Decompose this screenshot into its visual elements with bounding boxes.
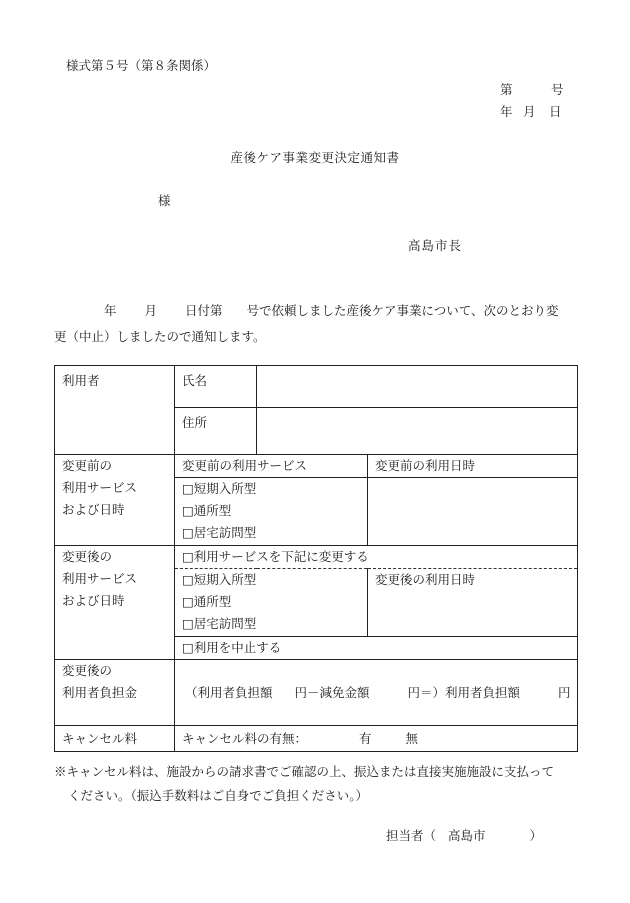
- user-label: 利用者: [62, 373, 100, 388]
- date-month: 月: [523, 104, 536, 119]
- body-year: 年: [104, 303, 117, 318]
- issuer: 高島市長: [408, 238, 463, 253]
- cancel-note: [54, 760, 584, 808]
- note-line-1: ※キャンセル料は、施設からの請求書でご確認の上、振込または直接実施施設に支払って: [54, 764, 555, 779]
- body-month: 月: [144, 303, 158, 318]
- burden-yen-1: 円－減免金額: [294, 684, 370, 700]
- contact-label: 担当者（: [386, 828, 437, 843]
- address-field[interactable]: [257, 408, 578, 455]
- before-date-header-cell: [368, 455, 578, 478]
- cancel-option-cell: [175, 637, 578, 660]
- name-label-cell: [175, 366, 257, 408]
- change-option[interactable]: □利用サービスを下記に変更する: [182, 549, 369, 564]
- name-field[interactable]: [257, 366, 578, 408]
- body-text-main: 号で依頼しました産後ケア事業について、次のとおり変: [246, 303, 559, 318]
- after-label-cell: [55, 546, 175, 660]
- cancel-fee-cell: [175, 726, 578, 752]
- doc-no-prefix: 第: [500, 82, 513, 97]
- body-text: [54, 298, 580, 350]
- body-text-line2: 更（中止）しましたので通知します。: [54, 329, 266, 344]
- cancel-option[interactable]: □利用を中止する: [182, 640, 282, 655]
- contact-close: ）: [529, 828, 543, 843]
- user-label-cell: [55, 366, 175, 455]
- before-date-header: 変更前の利用日時: [375, 458, 476, 473]
- cancel-fee-label: キャンセル料: [62, 730, 138, 746]
- cancel-fee-question: キャンセル料の有無：: [182, 730, 308, 746]
- burden-label-1: 変更後の: [62, 663, 113, 678]
- date-year: 年: [500, 104, 513, 119]
- change-option-cell: [175, 546, 578, 569]
- before-label-1: 変更前の: [62, 458, 113, 473]
- form-number: 様式第５号（第８条関係）: [66, 58, 217, 73]
- address-label-cell: [175, 408, 257, 455]
- burden-yen-3: 円: [558, 684, 571, 700]
- after-label-2: 利用サービス: [62, 571, 138, 586]
- burden-cell[interactable]: [175, 660, 578, 726]
- name-label: 氏名: [182, 373, 208, 388]
- burden-label-cell: [55, 660, 175, 726]
- before-date-field[interactable]: [368, 478, 578, 546]
- after-label-1: 変更後の: [62, 549, 113, 564]
- cancel-fee-yes[interactable]: 有: [359, 730, 372, 746]
- notification-table: [54, 365, 578, 752]
- after-date-header: 変更後の利用日時: [375, 572, 476, 587]
- addressee-suffix: 様: [158, 193, 171, 208]
- contact-person: [386, 826, 542, 844]
- after-options-cell: [175, 569, 368, 637]
- address-label: 住所: [182, 415, 208, 430]
- before-label-3: および日時: [62, 502, 125, 517]
- document-title: 産後ケア事業変更決定通知書: [230, 150, 400, 165]
- burden-label-2: 利用者負担金: [62, 685, 138, 700]
- date-day: 日: [549, 104, 562, 119]
- after-label-3: および日時: [62, 593, 125, 608]
- burden-open: （利用者負担額: [185, 684, 273, 700]
- after-option-short-stay[interactable]: □短期入所型: [182, 572, 257, 587]
- after-option-day-visit[interactable]: □通所型: [182, 594, 232, 609]
- before-label-2: 利用サービス: [62, 480, 138, 495]
- cancel-fee-no[interactable]: 無: [405, 730, 419, 746]
- body-day: 日付第: [185, 303, 223, 318]
- before-option-home-visit[interactable]: □居宅訪問型: [182, 525, 257, 540]
- doc-no-suffix: 号: [551, 82, 564, 97]
- note-line-2: ください。（振込手数料はご自身でご負担ください。）: [68, 788, 369, 803]
- before-options-cell: [175, 478, 368, 546]
- burden-yen-2: 円＝）利用者負担額: [407, 684, 521, 700]
- after-date-cell[interactable]: [368, 569, 578, 637]
- before-option-short-stay[interactable]: □短期入所型: [182, 481, 257, 496]
- contact-city: 高島市: [448, 828, 486, 843]
- before-label-cell: [55, 455, 175, 546]
- cancel-fee-label-cell: [55, 726, 175, 752]
- before-option-day-visit[interactable]: □通所型: [182, 503, 232, 518]
- before-service-header-cell: [175, 455, 368, 478]
- before-service-header: 変更前の利用サービス: [182, 458, 308, 473]
- after-option-home-visit[interactable]: □居宅訪問型: [182, 616, 257, 631]
